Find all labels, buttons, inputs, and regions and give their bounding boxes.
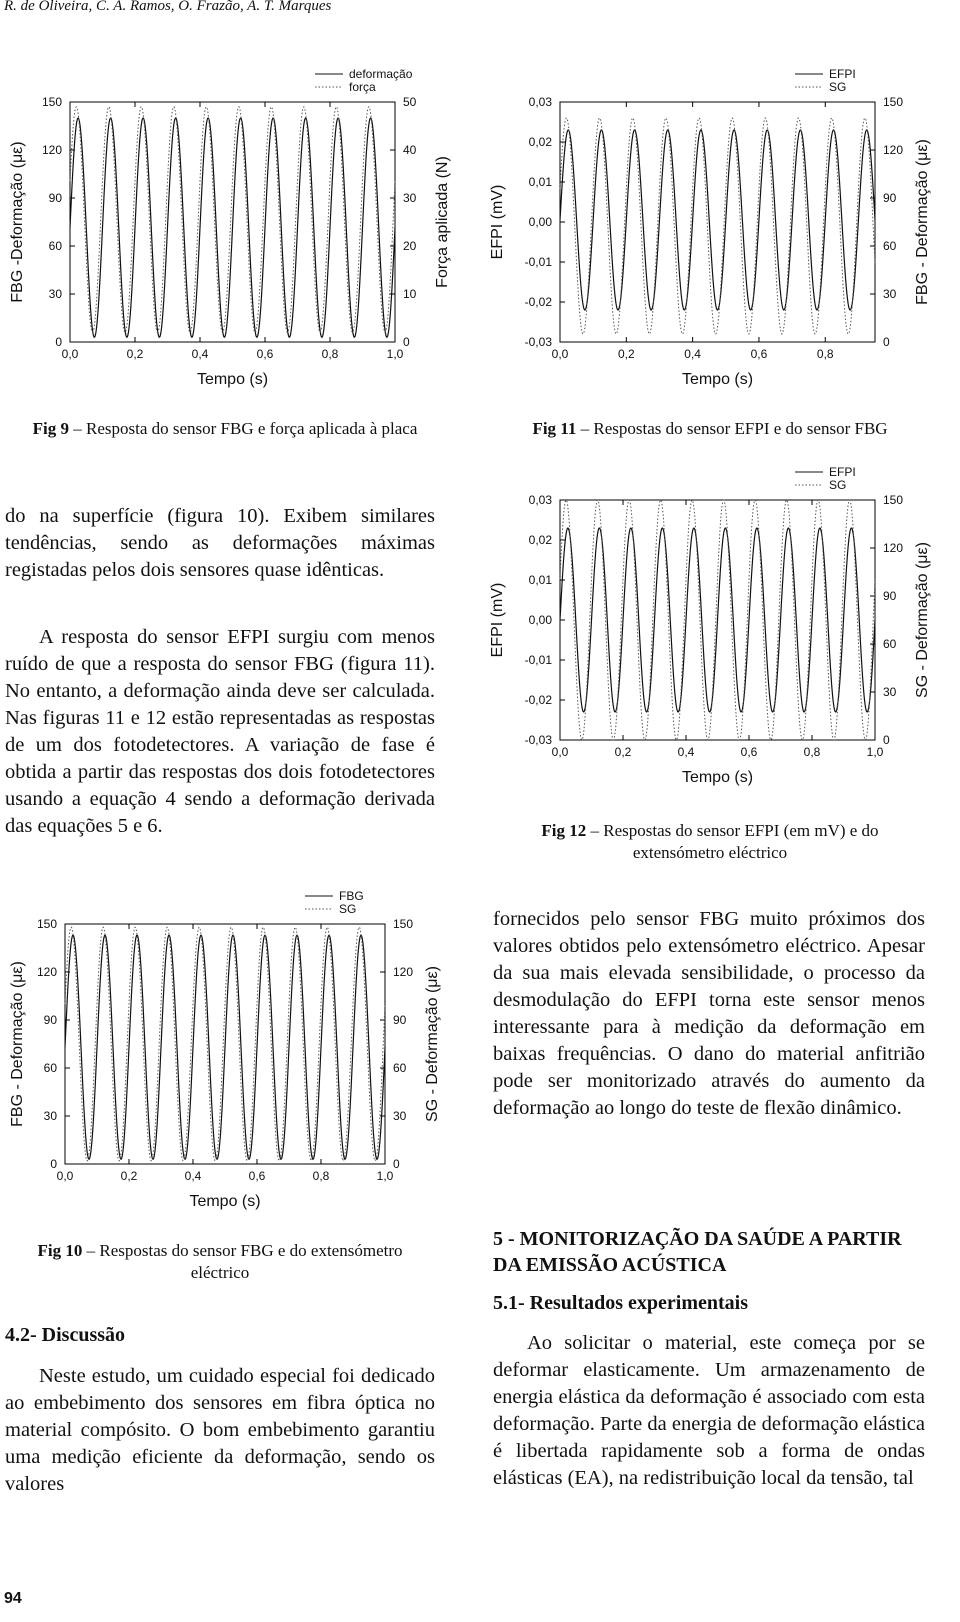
x-tick-label: 0,6 — [740, 745, 758, 759]
caption-fig12-label: Fig 12 — [541, 821, 587, 840]
x-tick-label: 0,4 — [191, 347, 209, 361]
running-header: R. de Oliveira, C. A. Ramos, O. Frazão, A. T. Marques — [4, 0, 332, 14]
legend-label: deformação — [349, 67, 413, 81]
y-tick-label: 150 — [36, 917, 57, 931]
x-tick-label: 0,2 — [617, 347, 635, 361]
x-tick-label: 0,8 — [321, 347, 339, 361]
y-tick-label: 0,00 — [528, 613, 552, 627]
y-tick-label: 120 — [41, 143, 62, 157]
series-line-efpi — [560, 130, 875, 310]
x-axis-label: Tempo (s) — [681, 371, 754, 388]
y2-tick-label: 90 — [883, 589, 897, 603]
caption-fig10 — [30, 1240, 410, 1284]
x-axis-label: Tempo (s) — [189, 1193, 261, 1210]
plot-frame — [560, 102, 875, 342]
x-tick-label: 0,4 — [684, 347, 701, 361]
y2-tick-label: 120 — [393, 965, 414, 979]
x-axis-label: Tempo (s) — [681, 769, 754, 786]
y-tick-label: -0,02 — [524, 693, 552, 707]
x-tick-label: 1,0 — [386, 347, 404, 361]
page-number: 94 — [4, 1590, 22, 1607]
x-tick-label: 1,0 — [866, 745, 884, 759]
y2-tick-label: 50 — [403, 95, 417, 109]
y-tick-label: -0,01 — [524, 255, 552, 269]
x-tick-label: 0,6 — [750, 347, 768, 361]
y2-tick-label: 150 — [883, 493, 904, 507]
paragraph-right-1: fornecidos pelo sensor FBG muito próximos dos valores obtidos pelo extensómetro eléctrico. Apesar da sua mais elevada sensibilidade, o processo da desmodulação do EFPI torna este sensor menos interessante para à medição da deformação em baixas frequências. O dano do material anfitrião pode ser monitorizado através do aumento da deformação ao longo do teste de flexão dinâmico. — [493, 908, 925, 1119]
y2-tick-label: 60 — [883, 637, 897, 651]
y2-tick-label: 90 — [883, 191, 897, 205]
caption-fig10-label: Fig 10 — [37, 1241, 83, 1260]
y-tick-label: 0 — [50, 1157, 57, 1171]
y2-tick-label: 60 — [393, 1061, 407, 1075]
caption-fig9-label: Fig 9 — [32, 419, 69, 438]
y-tick-label: 90 — [43, 1013, 57, 1027]
caption-fig11-text: – Respostas do sensor EFPI e do sensor FBG — [576, 419, 888, 438]
caption-fig10-text: – Respostas do sensor FBG e do extensómetro eléctrico — [82, 1241, 403, 1282]
legend-label: força — [349, 80, 376, 94]
y2-axis-label: SG - Deformação (με) — [424, 966, 441, 1122]
y2-tick-label: 10 — [403, 287, 417, 301]
y-tick-label: -0,03 — [524, 335, 552, 349]
legend-label: EFPI — [829, 465, 856, 479]
section-heading-5-1: 5.1- Resultados experimentais — [493, 1292, 748, 1314]
y-tick-label: 0,00 — [528, 215, 552, 229]
y2-tick-label: 40 — [403, 143, 417, 157]
legend-label: SG — [829, 478, 847, 492]
x-tick-label: 0,4 — [184, 1169, 202, 1183]
chart-fig9 — [0, 60, 470, 400]
y-axis-label: FBG -Deformação (με) — [9, 141, 26, 303]
x-tick-label: 0,8 — [816, 347, 834, 361]
caption-fig12-text: – Respostas do sensor EFPI (em mV) e do extensómetro eléctrico — [586, 821, 879, 862]
caption-fig9-text: – Resposta do sensor FBG e força aplicada à placa — [68, 419, 418, 438]
y2-tick-label: 120 — [883, 541, 904, 555]
section-heading-4-2: 4.2- Discussão — [5, 1324, 126, 1346]
y2-tick-label: 150 — [393, 917, 414, 931]
y2-axis-label: FBG - Deformação (με) — [914, 139, 931, 305]
y2-tick-label: 90 — [393, 1013, 407, 1027]
x-tick-label: 0,8 — [803, 745, 821, 759]
y2-tick-label: 20 — [403, 239, 417, 253]
x-tick-label: 0,0 — [551, 347, 569, 361]
paragraph-left-2: A resposta do sensor EFPI surgiu com menos ruído de que a resposta do sensor FBG (figura 11). No entanto, a deformação ainda deve ser calculada. Nas figuras 11 e 12 estão representadas as respostas de um dos fotodetectores. A variação de fase é obtida a partir das respostas dos dois fotodetectores usando a equação 4 sendo a deformação derivada das equações 5 e 6. — [5, 626, 435, 837]
y-tick-label: -0,03 — [524, 733, 552, 747]
y2-axis-label: SG - Deformação (με) — [914, 542, 931, 698]
y-tick-label: 150 — [41, 95, 62, 109]
y2-tick-label: 150 — [883, 95, 904, 109]
caption-fig11 — [490, 418, 930, 440]
y2-tick-label: 30 — [403, 191, 417, 205]
y2-tick-label: 120 — [883, 143, 904, 157]
x-tick-label: 0,2 — [614, 745, 632, 759]
y2-tick-label: 30 — [883, 287, 897, 301]
y2-tick-label: 0 — [883, 733, 890, 747]
x-tick-label: 1,0 — [376, 1169, 394, 1183]
y-tick-label: 30 — [43, 1109, 57, 1123]
y-tick-label: 0,01 — [528, 573, 552, 587]
y-axis-label: EFPI (mV) — [489, 184, 506, 260]
caption-fig11-label: Fig 11 — [532, 419, 577, 438]
x-tick-label: 0,0 — [61, 347, 79, 361]
legend-label: SG — [339, 902, 357, 916]
series-line-sg — [560, 118, 875, 334]
y-tick-label: 90 — [48, 191, 62, 205]
chart-fig12 — [480, 458, 950, 798]
y-tick-label: 60 — [48, 239, 62, 253]
y-axis-label: EFPI (mV) — [489, 582, 506, 658]
y2-tick-label: 0 — [883, 335, 890, 349]
x-tick-label: 0,0 — [551, 745, 569, 759]
y2-tick-label: 30 — [883, 685, 897, 699]
y-tick-label: 0 — [55, 335, 62, 349]
y-tick-label: 0,02 — [528, 533, 552, 547]
y2-tick-label: 0 — [393, 1157, 400, 1171]
x-tick-label: 0,2 — [120, 1169, 138, 1183]
series-line-fbg — [65, 935, 385, 1159]
y-tick-label: 0,01 — [528, 175, 552, 189]
paragraph-left-1: do na superfície (figura 10). Exibem similares tendências, sendo as deformações máximas registadas pelos dois sensores quase idênticas. — [5, 505, 435, 581]
paragraph-right-2: Ao solicitar o material, este começa por se deformar elasticamente. Um armazenamento de energia elástica da deformação é associado com esta deformação. Parte da energia de deformação elástica é libertada rapidamente sob a forma de ondas elásticas (EA), na redistribuição local da tensão, tal — [493, 1332, 925, 1489]
legend-label: FBG — [339, 889, 364, 903]
x-axis-label: Tempo (s) — [196, 371, 269, 388]
x-tick-label: 0,0 — [56, 1169, 74, 1183]
y-tick-label: 0,03 — [528, 95, 552, 109]
y-axis-label: FBG - Deformação (με) — [9, 961, 26, 1127]
x-tick-label: 0,4 — [677, 745, 695, 759]
y-tick-label: -0,02 — [524, 295, 552, 309]
legend-label: SG — [829, 80, 847, 94]
y-tick-label: 0,03 — [528, 493, 552, 507]
y-tick-label: 0,02 — [528, 135, 552, 149]
legend-label: EFPI — [829, 67, 856, 81]
section-heading-5: 5 - MONITORIZAÇÃO DA SAÚDE A PARTIR DA EMISSÃO ACÚSTICA — [493, 1228, 902, 1276]
y-tick-label: 60 — [43, 1061, 57, 1075]
caption-fig9 — [10, 418, 440, 440]
y2-tick-label: 30 — [393, 1109, 407, 1123]
x-tick-label: 0,6 — [248, 1169, 266, 1183]
y-tick-label: 30 — [48, 287, 62, 301]
x-tick-label: 0,2 — [126, 347, 144, 361]
paragraph-left-3: Neste estudo, um cuidado especial foi dedicado ao embebimento dos sensores em fibra óptica no material compósito. O bom embebimento garantiu uma medição eficiente da deformação, sendo os valores — [5, 1365, 435, 1495]
chart-fig10 — [0, 880, 470, 1220]
y2-tick-label: 60 — [883, 239, 897, 253]
y2-tick-label: 0 — [403, 335, 410, 349]
series-line-deformação — [70, 118, 395, 337]
x-tick-label: 0,8 — [312, 1169, 330, 1183]
y-tick-label: -0,01 — [524, 653, 552, 667]
y2-axis-label: Força aplicada (N) — [434, 156, 451, 288]
series-line-efpi — [560, 528, 875, 712]
y-tick-label: 120 — [36, 965, 57, 979]
chart-fig11 — [480, 60, 950, 400]
x-tick-label: 0,6 — [256, 347, 274, 361]
caption-fig12 — [500, 820, 920, 864]
